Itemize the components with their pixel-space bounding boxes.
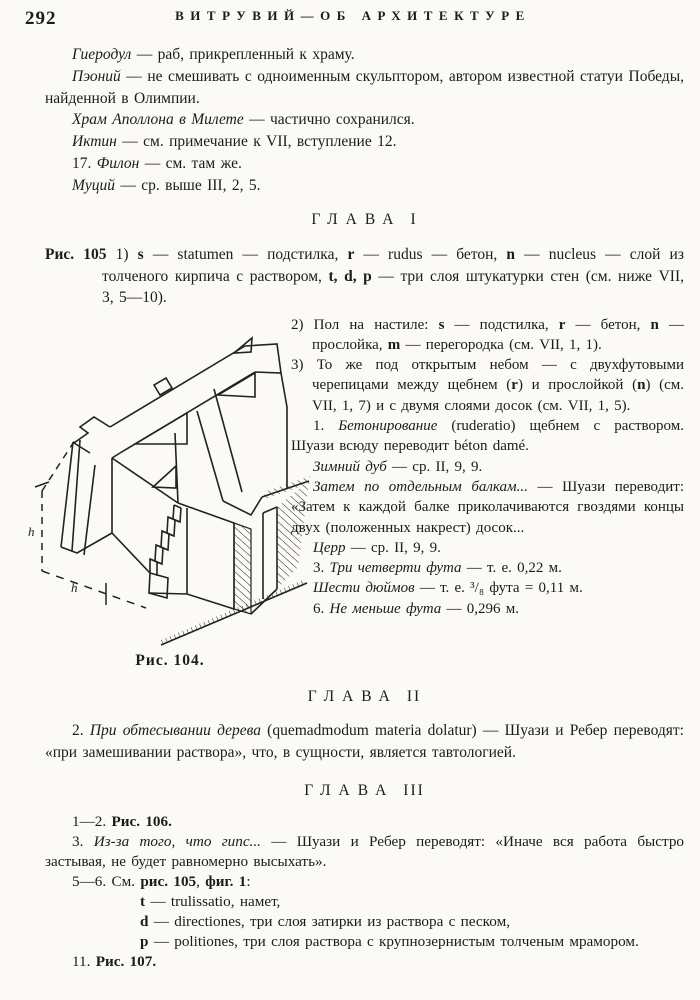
chapter-3-heading-num: III xyxy=(403,781,425,799)
note-iktin xyxy=(45,131,684,153)
chapter-2-heading xyxy=(45,686,684,708)
legend-t xyxy=(140,892,684,912)
text-segment: n xyxy=(650,316,659,333)
text-segment: , xyxy=(196,872,206,890)
text-segment: Рис. 106. xyxy=(111,812,172,830)
text-segment: Храм Аполлона в Милете xyxy=(72,111,244,129)
text-segment: рис. 105 xyxy=(140,872,197,890)
text-segment: m xyxy=(387,336,401,353)
note-philon xyxy=(45,153,684,175)
note-cerr xyxy=(291,538,684,558)
text-segment: — т. е. ³/₈ фута = 0,11 м. xyxy=(414,580,583,597)
text-segment: 3. xyxy=(313,560,330,577)
figure-drawing xyxy=(15,315,315,647)
note-mucius xyxy=(45,175,684,197)
figure-caption: Рис. 104. xyxy=(135,651,205,669)
note-ruderatio xyxy=(291,416,684,457)
text-segment: 2) xyxy=(291,316,314,333)
text-segment: Три четверти фута xyxy=(329,560,462,577)
text-segment: n xyxy=(506,246,515,264)
text-segment: — прослойка, xyxy=(312,316,685,353)
note-fig106 xyxy=(45,812,684,832)
text-segment: (quemadmodum materia dolatur) — Шуази и Ребер переводят: «при замешивании раствора», что, в сущности, является тавтологией. xyxy=(45,722,684,762)
text-segment: 2. xyxy=(72,722,90,740)
chapter-1-heading-num: I xyxy=(410,210,418,228)
legend-p xyxy=(140,932,684,952)
chapter-1-heading xyxy=(45,209,684,231)
chapter-2-notes xyxy=(45,720,684,764)
text-segment: 11. xyxy=(72,952,96,970)
text-segment: — Шуази переводит: «Затем к каждой балке приколачиваются гвоздями концы двух (положенных накрест) досок... xyxy=(291,478,684,536)
text-segment: — politiones, три слоя раствора с крупнозернистым толченым мрамором. xyxy=(148,932,639,950)
dim-label-vertical: h xyxy=(28,523,35,539)
text-segment: — ср. выше III, 2, 5. xyxy=(115,176,261,194)
text-segment: Иктин xyxy=(72,133,117,151)
fig105-legend-list xyxy=(45,892,684,952)
text-segment: — см. примечание к VII, вступление 12. xyxy=(116,133,397,151)
text-segment: — см. там же. xyxy=(139,154,242,172)
chapter-2-heading-num: II xyxy=(406,687,422,705)
text-segment: — раб, прикрепленный к храму. xyxy=(131,46,355,63)
fig105-paragraph xyxy=(45,244,684,308)
text-segment: n xyxy=(637,377,646,394)
text-segment: s xyxy=(438,316,445,333)
note-paeonius xyxy=(45,66,684,110)
fig105-note-1 xyxy=(45,244,684,308)
text-segment: 1. xyxy=(313,418,339,435)
note-winter-oak xyxy=(291,457,684,477)
text-segment: — trulissatio, намет, xyxy=(145,892,281,910)
figure-104 xyxy=(15,315,291,670)
fig105-note-3 xyxy=(291,355,684,416)
chapter-3-heading xyxy=(45,780,684,802)
text-segment: Не меньше фута xyxy=(329,600,442,617)
text-segment: — перегородка (см. VII, 1, 1). xyxy=(400,336,602,353)
note-dolatur xyxy=(45,720,684,764)
page-content xyxy=(28,44,685,972)
text-segment: d xyxy=(140,912,149,930)
text-segment: Затем по отдельным балкам... xyxy=(313,478,528,495)
text-segment: — бетон, xyxy=(565,316,651,333)
note-fig107 xyxy=(45,952,684,972)
text-segment: — т. е. 0,22 м. xyxy=(461,560,562,577)
intro-notes xyxy=(45,44,684,197)
text-segment: Из-за того, что гипс... xyxy=(93,832,261,850)
text-segment: — Шуази и Ребер переводят: «Иначе вся работа быстро застывая, не будет равномерно высыхать». xyxy=(45,832,685,870)
note-temple-apollo xyxy=(45,109,684,131)
text-segment: (ruderatio) щебнем с раствором. Шуази всюду переводит béton damé. xyxy=(291,418,684,455)
hatch-strip-left xyxy=(234,523,251,614)
text-segment: — частично сохранился. xyxy=(243,111,415,129)
right-column-notes xyxy=(291,315,684,670)
running-head: ВИТРУВИЙ—ОБ АРХИТЕКТУРЕ xyxy=(175,8,531,23)
legend-d xyxy=(140,912,684,932)
text-segment: 6. xyxy=(313,600,330,617)
text-segment: 3) xyxy=(291,357,317,374)
page-header xyxy=(0,8,700,36)
text-segment: s xyxy=(137,246,144,264)
text-segment: t xyxy=(140,892,146,910)
fig105-note-2 xyxy=(291,315,684,356)
page-number: 292 xyxy=(25,8,57,29)
text-segment: r xyxy=(511,377,518,394)
text-segment: Гиеродул xyxy=(72,46,132,63)
text-segment: — rudus — бетон, xyxy=(354,246,507,264)
text-segment: — directiones, три слоя затирки из раствора с песком, xyxy=(148,912,510,930)
text-segment: — statumen — подстилка, xyxy=(143,246,348,264)
text-segment: Церр xyxy=(313,539,346,556)
text-segment: r xyxy=(347,246,355,264)
chapter-3-notes-a xyxy=(45,812,684,892)
chapter-3-notes xyxy=(45,812,684,972)
text-segment: Рис. 105 xyxy=(45,246,107,264)
text-segment: фиг. 1 xyxy=(205,872,247,890)
note-beams xyxy=(291,477,684,538)
text-segment: То же под открытым небом — с двухфутовыми черепицами между щебнем ( xyxy=(312,357,684,394)
text-segment: 3. xyxy=(72,832,94,850)
text-segment: — ср. II, 9, 9. xyxy=(386,458,483,475)
text-segment: Рис. 107. xyxy=(95,952,157,970)
two-column-section xyxy=(28,315,685,670)
text-segment: 5—6. См. xyxy=(72,872,141,890)
chapter-2-heading-word: ГЛАВА xyxy=(307,687,398,705)
text-segment: p xyxy=(140,932,149,950)
note-see-fig105 xyxy=(45,872,684,892)
text-segment: — подстилка, xyxy=(444,316,559,333)
text-segment: Муций xyxy=(72,176,116,194)
dimension-lines xyxy=(35,437,146,608)
text-segment: Шести дюймов xyxy=(313,580,415,597)
note-six-inches xyxy=(291,578,684,598)
chapter-3-heading-word: ГЛАВА xyxy=(304,781,395,799)
chapter-1-heading-word: ГЛАВА xyxy=(311,210,402,228)
chapter-3-notes-b xyxy=(45,952,684,972)
text-segment: — не смешивать с одноименным скульптором, автором известной статуи Победы, найденной в Олимпии. xyxy=(45,67,684,107)
text-segment: 1) xyxy=(106,246,138,264)
text-segment: Пол на настиле: xyxy=(313,316,439,333)
note-not-less-foot xyxy=(291,599,684,619)
text-segment: При обтесывании дерева xyxy=(89,722,261,740)
text-segment: t, d, p xyxy=(328,267,372,285)
text-segment: Филон xyxy=(96,154,140,172)
note-gypsum xyxy=(45,832,684,872)
text-segment: r xyxy=(558,316,566,333)
note-three-quarters xyxy=(291,558,684,578)
text-segment: 1—2. xyxy=(72,812,112,830)
note-gieroduls xyxy=(45,44,684,66)
text-segment: — ср. II, 9, 9. xyxy=(345,539,441,556)
text-segment: — 0,296 м. xyxy=(441,600,520,617)
text-segment: — nucleus — слой из толченого кирпича с раствором, xyxy=(102,246,684,285)
text-segment: Бетонирование xyxy=(338,418,438,435)
dim-label-horizontal: h xyxy=(71,579,78,595)
text-segment: Зимний дуб xyxy=(313,458,387,475)
text-segment: ) и прослойкой ( xyxy=(517,377,638,394)
text-segment: — три слоя штукатурки стен (см. ниже VII, 3, 5—10). xyxy=(102,267,684,307)
text-segment: ) (см. VII, 1, 7) и с двумя слоями досок (см. VII, 1, 5). xyxy=(312,377,684,414)
text-segment: 17. xyxy=(72,154,97,172)
text-segment: : xyxy=(246,872,251,890)
text-segment: Пэоний xyxy=(72,67,121,85)
